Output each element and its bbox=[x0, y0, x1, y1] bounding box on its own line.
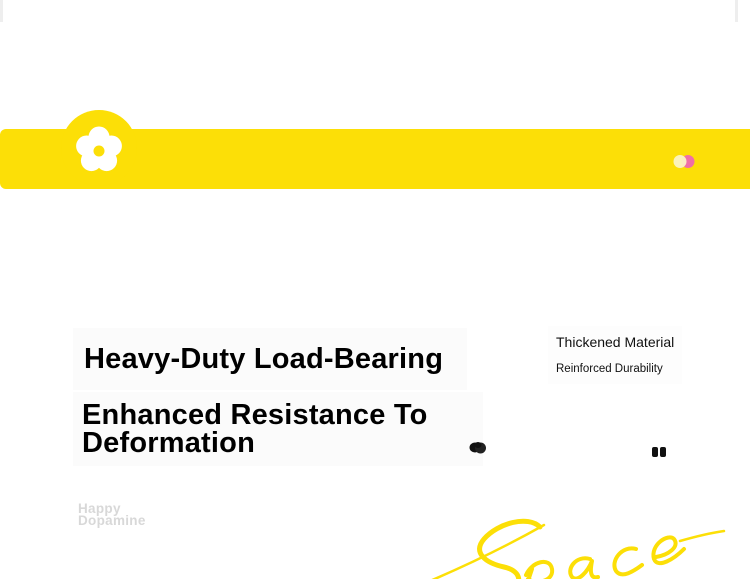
brand-line-1: Happy bbox=[78, 501, 121, 516]
brand-line-2: Dopamine bbox=[78, 513, 146, 528]
feature-subtitle: Reinforced Durability bbox=[556, 363, 663, 375]
page-edge-right bbox=[735, 0, 738, 22]
black-blob-icon bbox=[469, 440, 487, 455]
page-edge-left bbox=[0, 0, 3, 22]
pause-icon bbox=[651, 446, 669, 457]
two-dots-icon bbox=[672, 154, 698, 169]
script-space-word bbox=[428, 505, 728, 579]
flower-icon bbox=[72, 123, 126, 177]
headline-primary: Heavy-Duty Load-Bearing bbox=[84, 343, 444, 375]
headline-secondary: Enhanced Resistance To Deformation bbox=[82, 399, 428, 459]
brand-logo bbox=[78, 503, 146, 527]
feature-title: Thickened Material bbox=[556, 334, 675, 350]
